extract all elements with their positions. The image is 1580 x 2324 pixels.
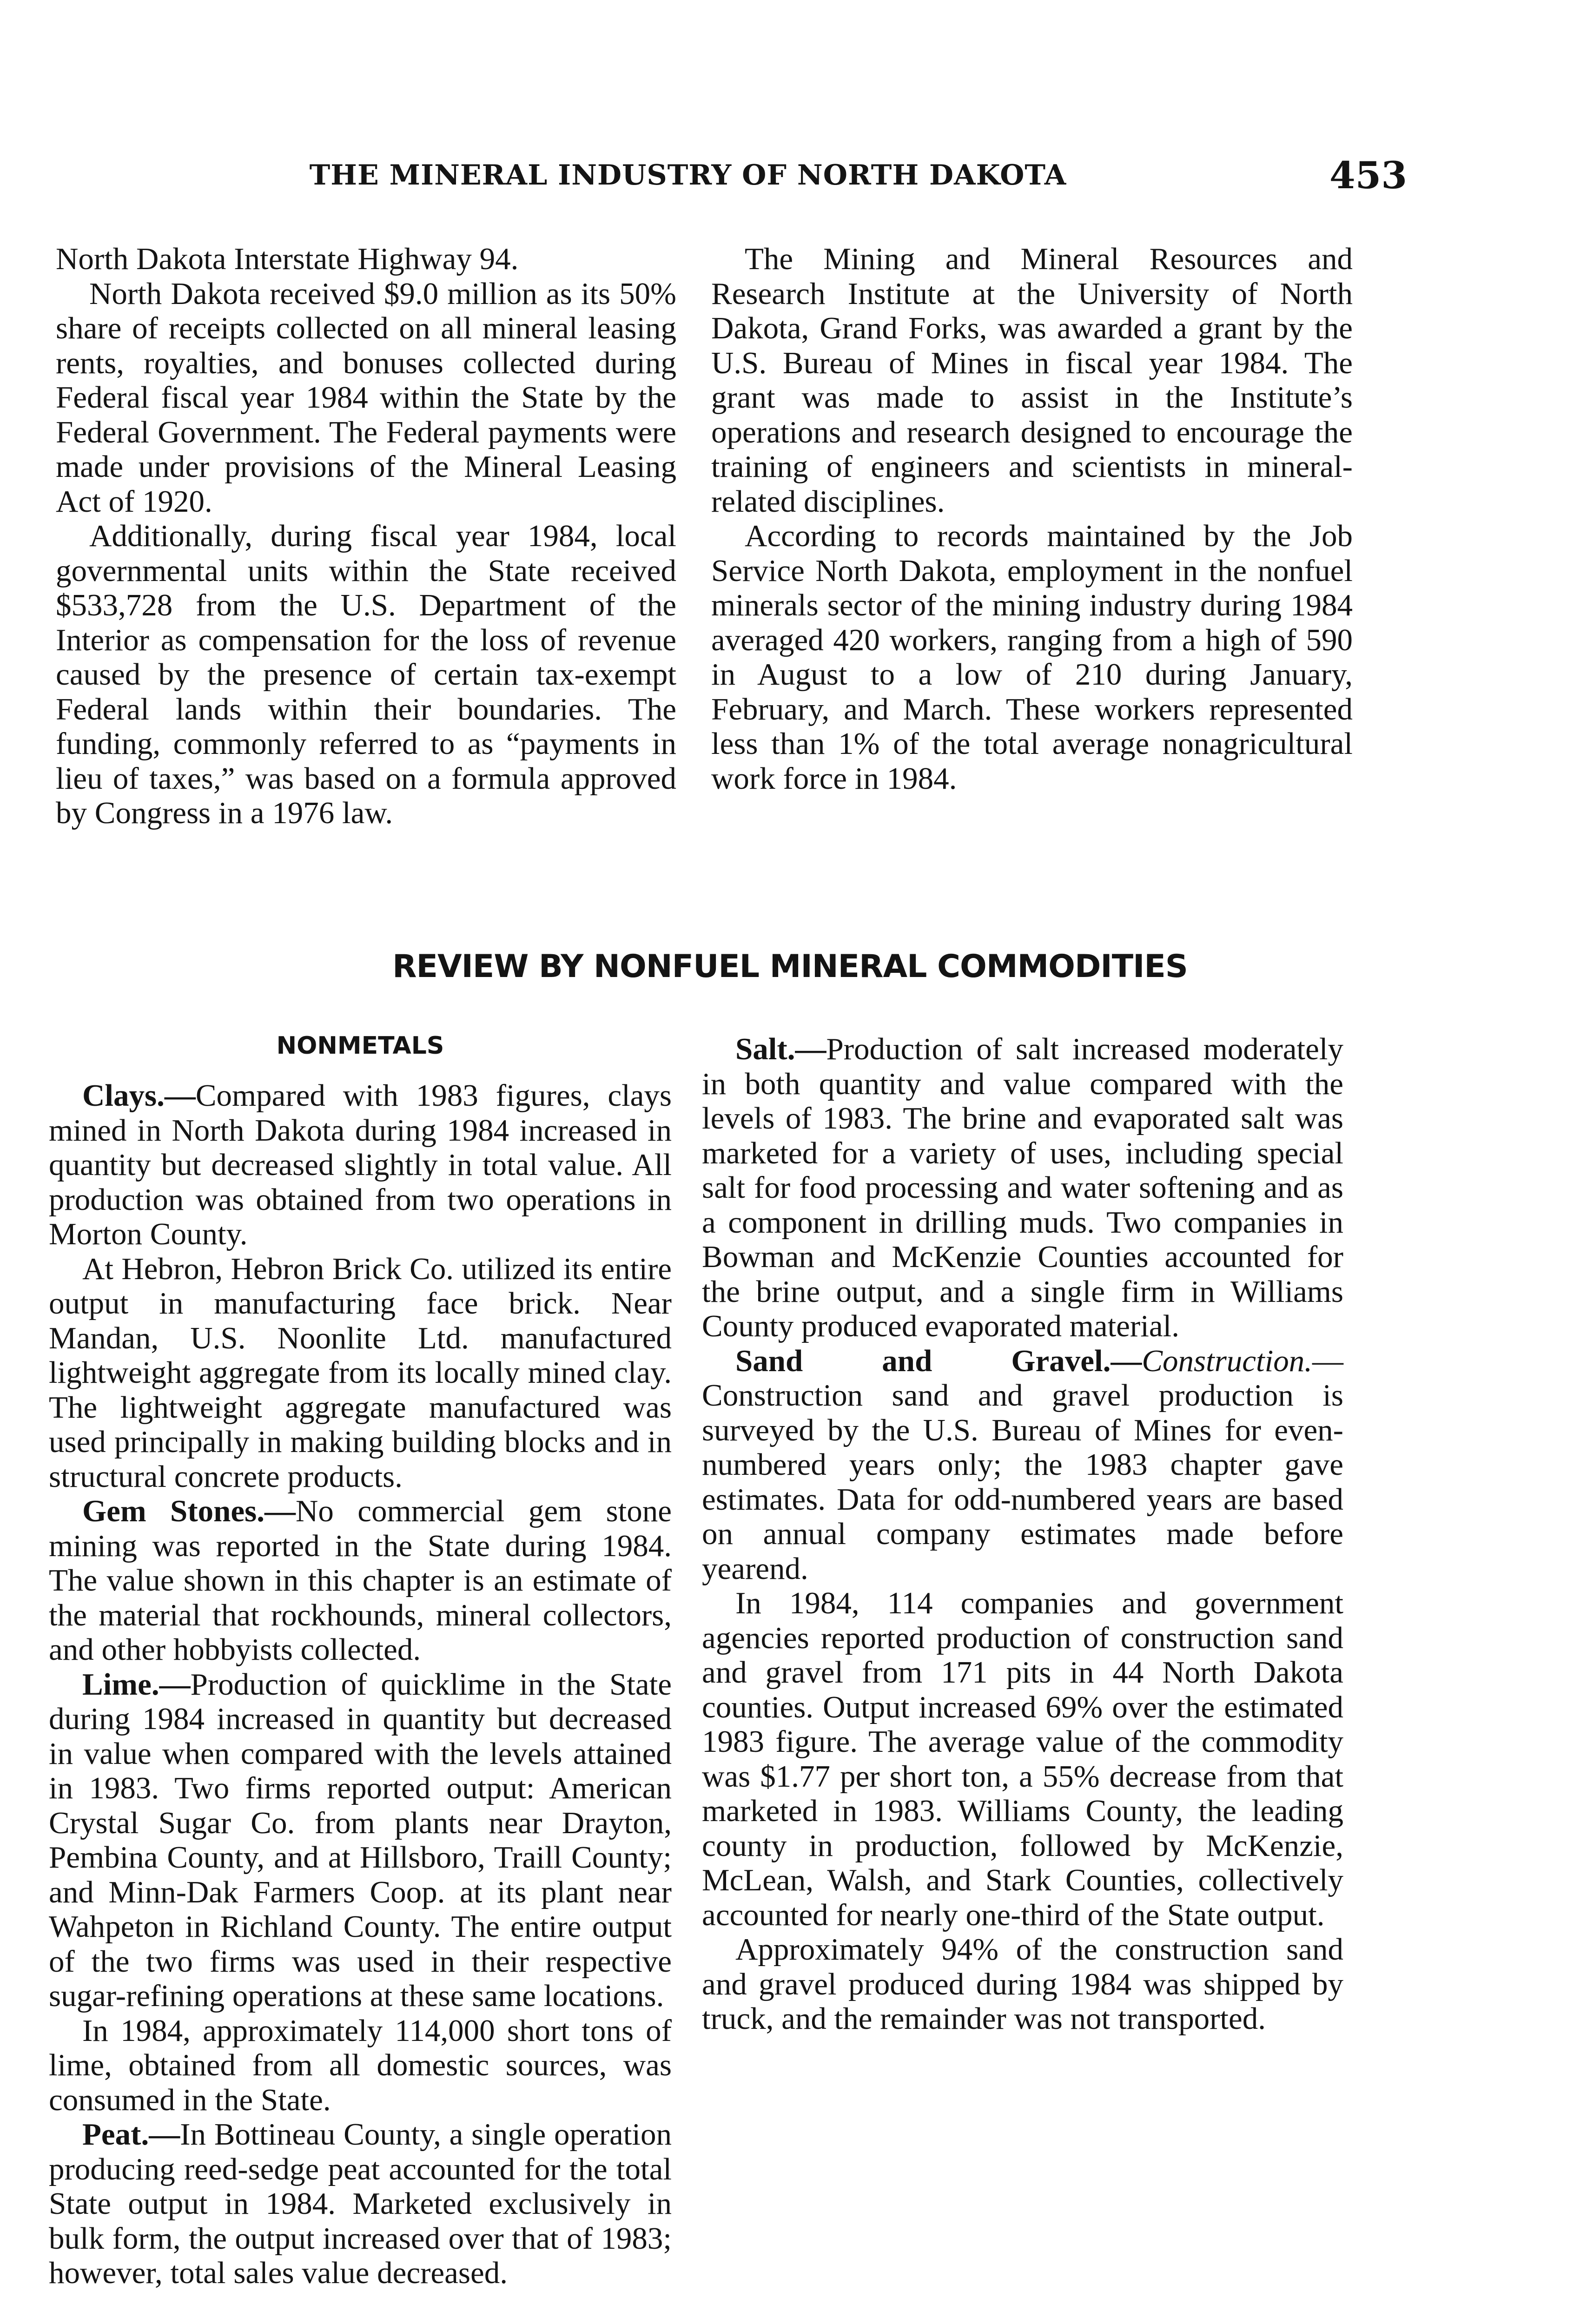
lead-clays: Clays.— — [82, 1078, 196, 1113]
paragraph: According to records maintained by the Job Service North Dakota, employment in the nonfuel minerals sector of the mining industry during 1984 averaged 420 workers, ranging from a high of 590 in August to a low of 210 during January, February, and March. These workers represented less than 1% of the total average nonagricultural work force in 1984. — [711, 519, 1353, 796]
paragraph-gem-stones: Gem Stones.—No commercial gem stone mining was reported in the State during 1984. The value shown in this chapter is an estimate of the material that rockhounds, mineral collectors, and other hobbyists collected. — [49, 1494, 672, 1667]
top-right-column — [711, 242, 1353, 796]
paragraph: In 1984, 114 companies and government agencies reported production of construction sand and gravel from 171 pits in 44 North Dakota counties. Output increased 69% over the estimated 1983 figure. The average value of the commodity was $1.77 per short ton, a 55% decrease from that marketed in 1983. Williams County, the leading county in production, followed by McKenzie, McLean, Walsh, and Stark Counties, collectively accounted for nearly one-third of the State output. — [702, 1586, 1343, 1932]
bottom-left-column — [49, 1032, 672, 2291]
paragraph: Additionally, during fiscal year 1984, local governmental units within the State received $533,728 from the U.S. Department of the Interior as compensation for the loss of revenue caused by the presence of certain tax-exempt Federal lands within their boundaries. The funding, commonly referred to as “payments in lieu of taxes,” was based on a formula approved by Congress in a 1976 law. — [56, 519, 676, 830]
paragraph-salt: Salt.—Production of salt increased moderately in both quantity and value compared with the levels of 1983. The brine and evaporated salt was marketed for a variety of uses, including special salt for food processing and water softening and as a component in drilling muds. Two companies in Bowman and McKenzie Counties accounted for the brine output, and a single firm in Williams County produced evaporated material. — [702, 1032, 1343, 1343]
top-left-column — [56, 242, 676, 831]
paragraph: North Dakota Interstate Highway 94. — [56, 242, 519, 276]
bottom-right-column — [702, 1032, 1343, 2036]
page-number: 453 — [1329, 153, 1407, 197]
running-head — [0, 153, 1580, 195]
paragraph-peat: Peat.—In Bottineau County, a single operation producing reed-sedge peat accounted for the total State output in 1984. Marketed exclusively in bulk form, the output increased over that of 1983; however, total sales value decreased. — [49, 2117, 672, 2290]
section-title: REVIEW BY NONFUEL MINERAL COMMODITIES — [392, 948, 1188, 985]
lead-peat: Peat.— — [82, 2117, 180, 2152]
lead-lime: Lime.— — [82, 1667, 191, 1702]
paragraph: Approximately 94% of the construction sand and gravel produced during 1984 was shipped by truck, and the remainder was not transported. — [702, 1932, 1343, 2036]
paragraph-sand-gravel: Sand and Gravel.—Construction.—Construction sand and gravel production is surveyed by the U.S. Bureau of Mines for even-numbered years only; the 1983 chapter gave estimates. Data for odd-numbered years are based on annual company estimates made before yearend. — [702, 1343, 1343, 1586]
running-title: THE MINERAL INDUSTRY OF NORTH DAKOTA — [309, 159, 1067, 191]
paragraph-clays: Clays.—Compared with 1983 figures, clays mined in North Dakota during 1984 increased in quantity but decreased slightly in total value. All production was obtained from two operations in Morton County. — [49, 1078, 672, 1251]
lead-salt: Salt.— — [735, 1032, 826, 1066]
paragraph: The Mining and Mineral Resources and Research Institute at the University of North Dakota, Grand Forks, was awarded a grant by the U.S. Bureau of Mines in fiscal year 1984. The grant was made to assist in the Institute’s operations and research designed to encourage the training of engineers and scientists in mineral-related disciplines. — [711, 242, 1353, 519]
lead-sand-gravel: Sand and Gravel.— — [735, 1343, 1142, 1378]
paragraph: North Dakota received $9.0 million as its 50% share of receipts collected on all mineral leasing rents, royalties, and bonuses collected during Federal fiscal year 1984 within the State by the Federal Government. The Federal payments were made under provisions of the Mineral Leasing Act of 1920. — [56, 276, 676, 519]
subhead-construction: Construction. — [1142, 1343, 1312, 1378]
paragraph: At Hebron, Hebron Brick Co. utilized its entire output in manufacturing face brick. Near Mandan, U.S. Noonlite Ltd. manufactured lightweight aggregate from its locally mined clay. The lightweight aggregate manufactured was used principally in making building blocks and in structural concrete products. — [49, 1251, 672, 1494]
nonmetals-heading: NONMETALS — [276, 1032, 444, 1060]
lead-gem-stones: Gem Stones.— — [82, 1494, 296, 1528]
paragraph: In 1984, approximately 114,000 short tons of lime, obtained from all domestic sources, was consumed in the State. — [49, 2013, 672, 2117]
paragraph-lime: Lime.—Production of quicklime in the State during 1984 increased in quantity but decreased in value when compared with the levels attained in 1983. Two firms reported output: American Crystal Sugar Co. from plants near Drayton, Pembina County, and at Hillsboro, Traill County; and Minn-Dak Farmers Coop. at its plant near Wahpeton in Richland County. The entire output of the two firms was used in their respective sugar-refining operations at these same locations. — [49, 1667, 672, 2013]
